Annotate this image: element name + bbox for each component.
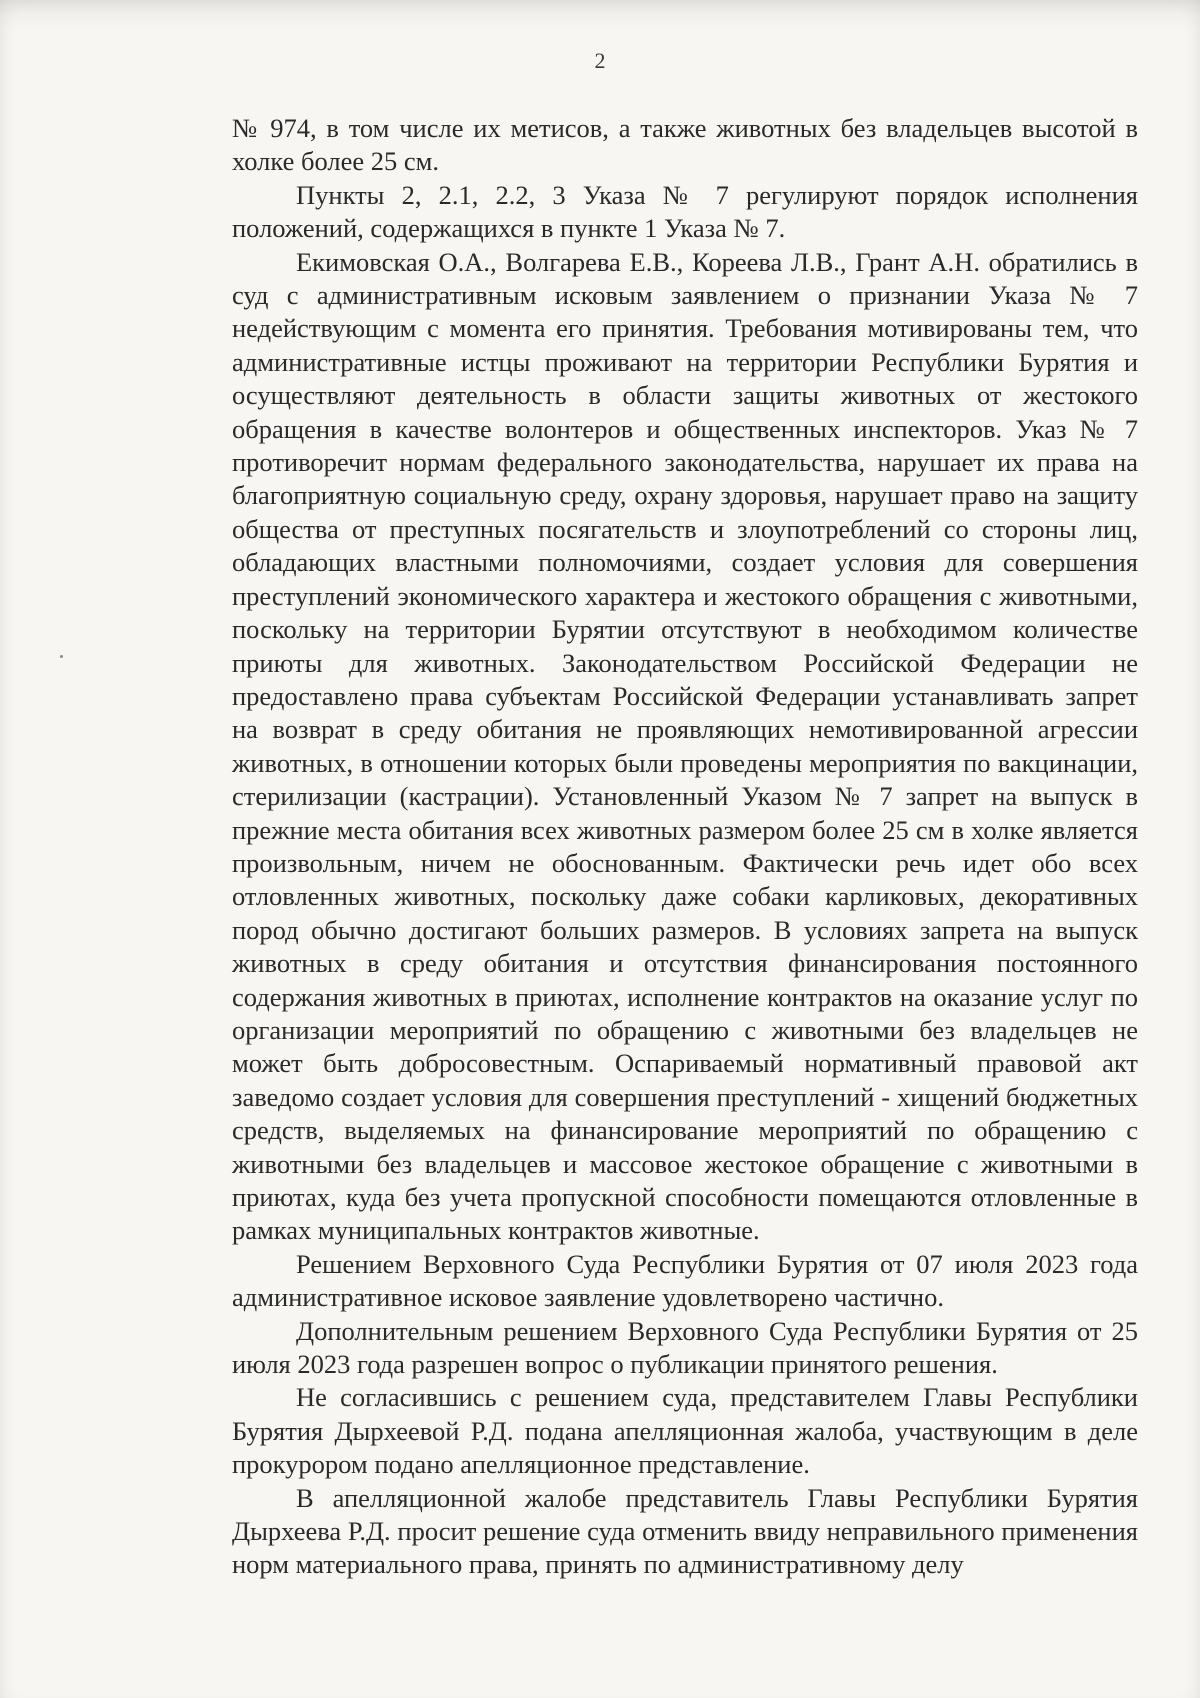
page-number: 2 [594, 48, 606, 73]
paragraph-decree-points: Пункты 2, 2.1, 2.2, 3 Указа № 7 регулируют порядок исполнения положений, содержащихся в пункте 1 Указа № 7. [232, 179, 1138, 244]
document-body [232, 112, 1138, 1582]
paragraph-decision: Решением Верховного Суда Республики Бурятия от 07 июля 2023 года административное исковое заявление удовлетворено частично. [232, 1248, 1138, 1313]
scan-speck [60, 655, 63, 658]
paragraph-appeal-filed: Не согласившись с решением суда, представителем Главы Республики Бурятия Дырхеевой Р.Д. подана апелляционная жалоба, участвующим в деле прокурором подано апелляционное представление. [232, 1382, 1138, 1480]
paragraph-additional-decision: Дополнительным решением Верховного Суда Республики Бурятия от 25 июля 2023 года разрешен вопрос о публикации принятого решения. [232, 1315, 1138, 1380]
paragraph-continuation: № 974, в том числе их метисов, а также животных без владельцев высотой в холке более 25 см. [232, 113, 1138, 177]
paragraph-appeal-content: В апелляционной жалобе представитель Главы Республики Бурятия Дырхеева Р.Д. просит решение суда отменить ввиду неправильного применения норм материального права, принять по административному делу [232, 1482, 1138, 1580]
paragraph-claim: Екимовская О.А., Волгарева Е.В., Кореева Л.В., Грант А.Н. обратились в суд с административным исковым заявлением о признании Указа № 7 недействующим с момента его принятия. Требования мотивированы тем, что административные истцы проживают на территории Республики Бурятия и осуществляют деятельность в области защиты животных от жестокого обращения в качестве волонтеров и общественных инспекторов. Указ № 7 противоречит нормам федерального законодательства, нарушает их права на благоприятную социальную среду, охрану здоровья, нарушает право на защиту общества от преступных посягательств и злоупотреблений со стороны лиц, обладающих властными полномочиями, создает условия для совершения преступлений экономического характера и жестокого обращения с животными, поскольку на территории Бурятии отсутствуют в необходимом количестве приюты для животных. Законодательством Российской Федерации не предоставлено права субъектам Российской Федерации устанавливать запрет на возврат в среду обитания не проявляющих немотивированной агрессии животных, в отношении которых были проведены мероприятия по вакцинации, стерилизации (кастрации). Установленный Указом № 7 запрет на выпуск в прежние места обитания всех животных размером более 25 см в холке является произвольным, ничем не обоснованным. Фактически речь идет обо всех отловленных животных, поскольку даже собаки карликовых, декоративных пород обычно достигают больших размеров. В условиях запрета на выпуск животных в среду обитания и отсутствия финансирования постоянного содержания животных в приютах, исполнение контрактов на оказание услуг по организации мероприятий по обращению с животными без владельцев не может быть добросовестным. Оспариваемый нормативный правовой акт заведомо создает условия для совершения преступлений - хищений бюджетных средств, выделяемых на финансирование мероприятий по обращению с животными без владельцев и массовое жестокое обращение с животными в приютах, куда без учета пропускной способности помещаются отловленные в рамках муниципальных контрактов животные. [232, 246, 1138, 1246]
